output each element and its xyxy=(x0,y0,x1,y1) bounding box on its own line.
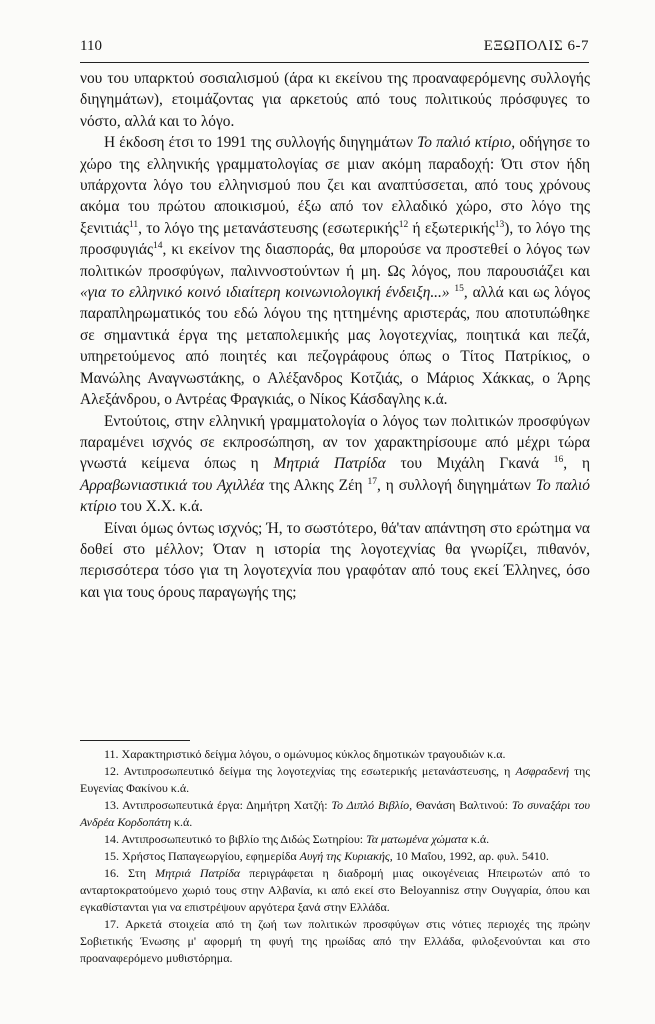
book-title: Μητριά Πατρίδα xyxy=(155,866,241,880)
text: περιγράφεται η διαδρομή μιας οικογένειας Ηπειρωτών από το ανταρτοκρατούμενο χωριό τους στην Αλβανία, κι από εκεί στο Beloyannisz στην Ουγγαρία, όπου και εγκαθίστανται για να επιστρέψουν αργότερα ξανά στην Ελλάδα. xyxy=(80,866,590,914)
book-title: Αρραβωνιαστικιά του Αχιλλέα xyxy=(80,476,265,494)
book-title: Το παλιό κτίριο xyxy=(80,476,590,516)
paragraph-3 xyxy=(80,411,590,518)
footnotes xyxy=(80,746,590,967)
text: , κι εκείνον της διασποράς, θα μπορούσε να προστεθεί ο λόγος των πολιτικών προσφύγων, παλιννοστούντων ή μη. Ως λόγος, που παρουσιάζει και xyxy=(80,241,590,280)
text: , η xyxy=(563,455,590,473)
text: 14. Αντιπροσωπευτικό το βιβλίο της Διδώς Σωτηρίου: xyxy=(104,832,367,846)
quotation: «για το ελληνικό κοινό ιδιαίτερη κοινωνιολογική ένδειξη...» xyxy=(80,284,450,302)
book-title: Το Διπλό Βιβλίο, xyxy=(331,798,413,812)
text: 13. Αντιπροσωπευτικά έργα: Δημήτρη Χατζή: xyxy=(104,798,332,812)
footnote-rule xyxy=(80,740,190,741)
paragraph-2 xyxy=(80,132,590,410)
text: της Αλκης Ζέη xyxy=(264,476,368,494)
book-title: Μητριά Πατρίδα xyxy=(273,455,386,473)
footnote-12 xyxy=(80,763,590,797)
text: ), το λόγο της προσφυγιάς xyxy=(80,219,590,259)
page-header xyxy=(80,38,589,58)
text: κ.ά. xyxy=(170,815,193,829)
text: 12. Αντιπροσωπευτικό δείγμα της λογοτεχνίας της εσωτερικής μετανάστευσης, η xyxy=(104,764,516,778)
footnote-ref-13: 13 xyxy=(494,219,505,230)
footnote-16 xyxy=(80,865,590,916)
footnote-ref-14: 14 xyxy=(153,241,163,252)
text: Η έκδοση έτσι το 1991 της συλλογής διηγημάτων xyxy=(104,134,418,152)
footnote-11: 11. Χαρακτηριστικό δείγμα λόγου, ο ομώνυμος κύκλος δημοτικών τραγουδιών κ.α. xyxy=(104,747,506,761)
text: Εντούτοις, στην ελληνική γραμματολογία ο λόγος των πολιτικών προσφύγων παραμένει ισχνός σε εκπροσώπηση, αν τον χαρακτηρίσουμε από μέχρι τώρα γνωστά κείμενα όπως η xyxy=(80,412,590,473)
text: Θανάση Βαλτινού: xyxy=(412,798,512,812)
text: ή εξωτερικής xyxy=(408,219,495,237)
text: κ.ά. xyxy=(467,832,490,846)
text: του Μιχάλη Γκανά xyxy=(385,455,554,473)
footnote-ref-12: 12 xyxy=(398,219,409,230)
footnote-17: 17. Αρκετά στοιχεία από τη ζωή των πολιτικών προσφύγων στις νότιες περιοχές της πρώην Σοβιετικής Ένωσης μ' αφορμή τη φυγή της ηρωίδας από την Ελλάδα, φιλοξενούνται και στο προαναφερόμενο μυθιστόρημα. xyxy=(80,917,590,965)
text: οδήγησε το χώρο της ελληνικής γραμματολογίας σε μιαν ακόμη παραδοχή: Ότι στον ήδη υπάρχοντα λόγο του ελληνισμού που ζει και αναπτύσσεται, από τους χρόνους ακόμα του πρώτου αποικισμού, έξω από τον ελλαδικό χώρο, στο λόγο της ξενιτιάς xyxy=(80,134,590,237)
paragraph-1: νου του υπαρκτού σοσιαλισμού (άρα κι εκείνου της προαναφερόμενης συλλογής διηγημάτων), ετοιμάζοντας για αρκετούς από τους πολιτικούς πρόσφυγες το νόστο, αλλά και το λόγο. xyxy=(80,70,590,130)
footnote-13 xyxy=(80,797,590,831)
text: , η συλλογή διηγημάτων xyxy=(377,476,536,494)
main-text xyxy=(80,68,590,603)
text: 15. Χρήστος Παπαγεωργίου, εφημερίδα xyxy=(104,849,300,863)
book-title: Το συναξάρι του Ανδρέα Κορδοπάτη xyxy=(80,798,590,829)
text: 16. Στη xyxy=(104,866,156,880)
footnote-ref-17: 17 xyxy=(367,476,377,487)
footnote-14 xyxy=(80,831,590,848)
text: του Χ.Χ. κ.ά. xyxy=(116,498,204,516)
newspaper-title: Αυγή της Κυριακής, xyxy=(299,849,393,863)
footnote-15 xyxy=(80,848,590,865)
text: της Ευγενίας Φακίνου κ.ά. xyxy=(80,764,590,795)
text: 10 Μαΐου, 1992, αρ. φυλ. 5410. xyxy=(392,849,549,863)
footnote-ref-15: 15 xyxy=(454,284,464,295)
page-number: 110 xyxy=(80,38,102,54)
footnote-ref-11: 11 xyxy=(128,219,139,230)
book-title: Ασφραδενή xyxy=(515,764,570,778)
text: , το λόγο της μετανάστευσης (εσωτερικής xyxy=(138,219,399,237)
paragraph-4: Είναι όμως όντως ισχνός; Ή, το σωστότερο, θά'ταν απάντηση στο ερώτημα να δοθεί στο μέλλον; Όταν η ιστορία της λογοτεχνίας θα γνωρίζει, πιθανόν, περισσότερα τόσο για τη λογοτεχνία που γραφόταν από τους εκεί Έλληνες, όσο και για τους όρους παραγωγής της; xyxy=(80,519,590,601)
running-title: ΕΞΩΠΟΛΙΣ 6-7 xyxy=(483,38,589,54)
header-rule xyxy=(80,62,589,63)
footnote-ref-16: 16 xyxy=(553,455,564,466)
book-title: Το παλιό κτίριο, xyxy=(417,134,516,152)
book-title: Τα ματωμένα χώματα xyxy=(366,832,468,846)
text: , αλλά και ως λόγος παραπληρωματικός του εδώ λόγου της ηττημένης αριστεράς, που αποτυπώθηκε σε σημαντικά έργα της μεταπολεμικής μας λογοτεχνίας, ποιητικά και πεζά, υπηρετούμενος από ποιητές και πεζογράφους όπως ο Τίτος Πατρίκιος, ο Μανώλης Αναγνωστάκης, ο Αλέξανδρος Κοτζιάς, ο Μάριος Χάκκας, ο Άρης Αλεξάνδρου, ο Αντρέας Φραγκιάς, ο Νίκος Κάσδαγλης κ.ά. xyxy=(80,284,590,409)
